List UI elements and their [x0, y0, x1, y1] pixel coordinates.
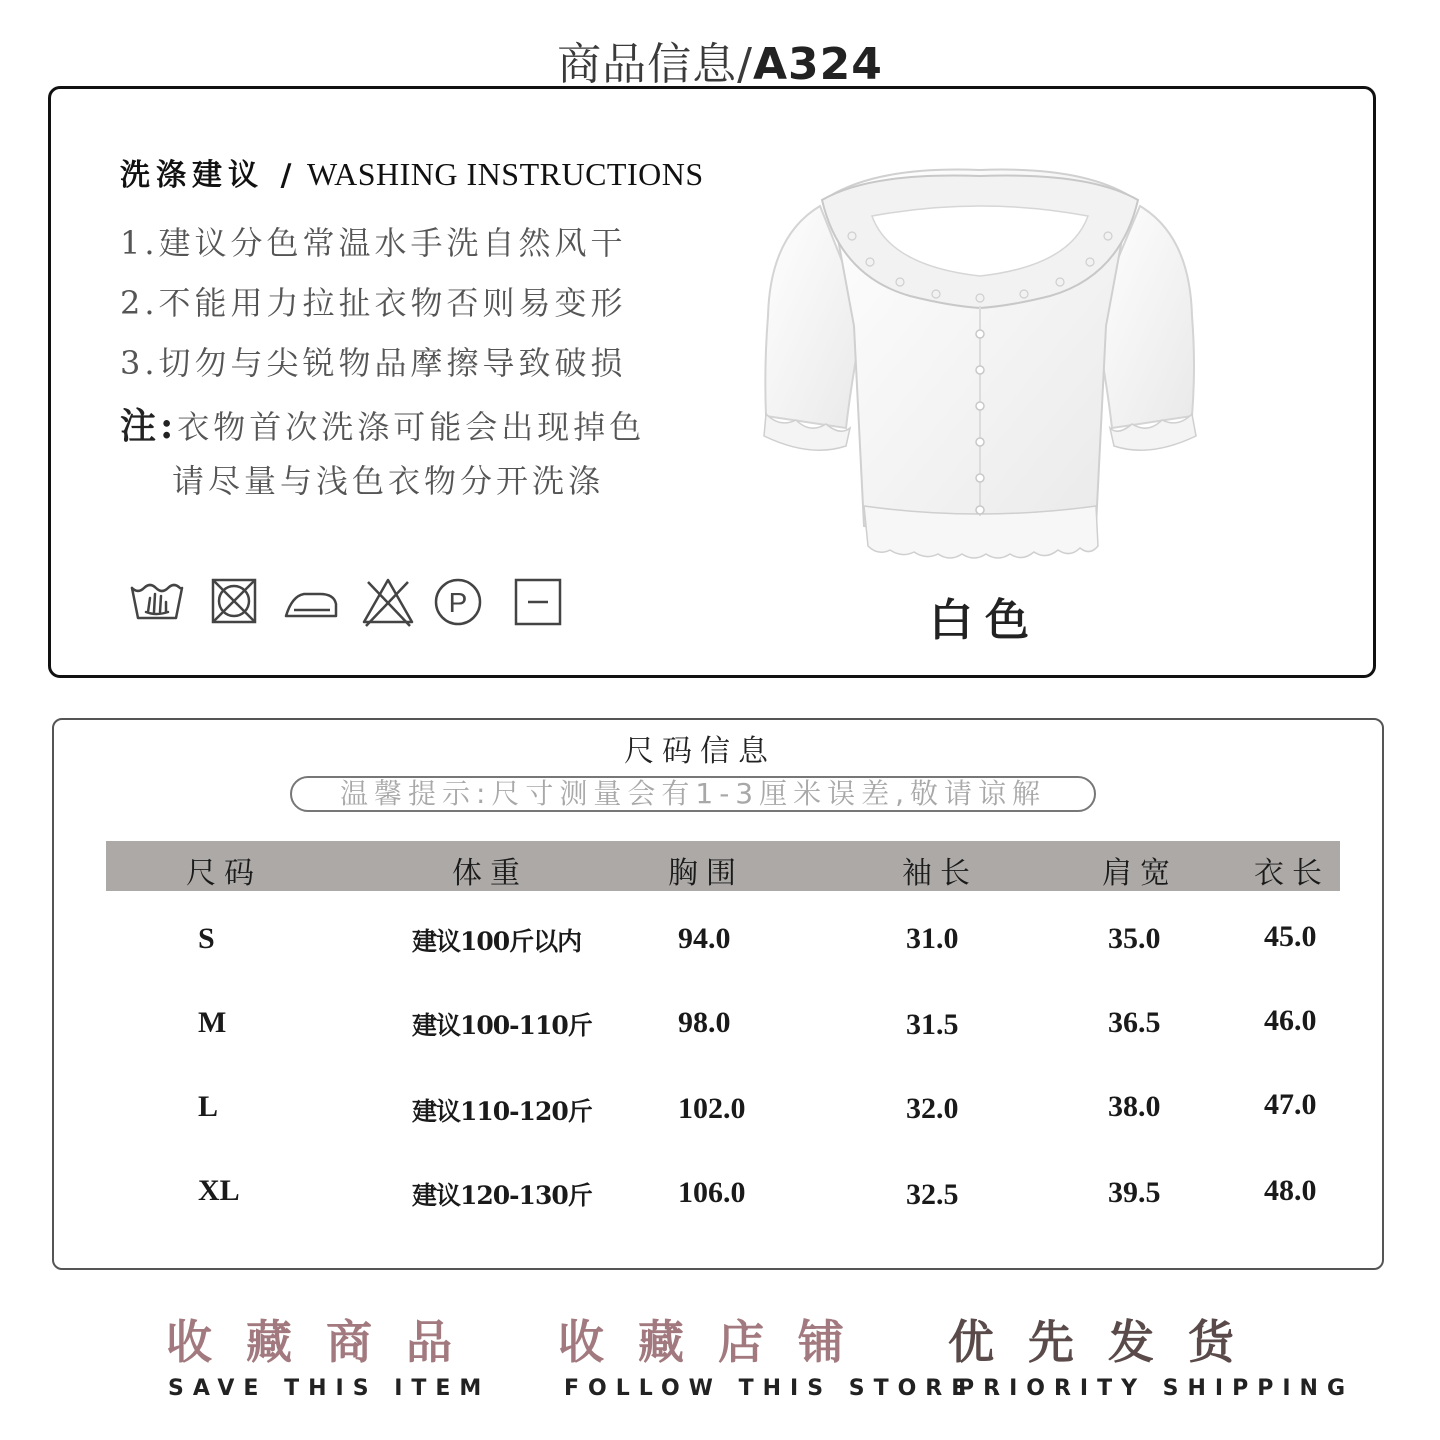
cell-bust: 98.0: [678, 1006, 731, 1039]
do-not-tumble-dry-icon: [213, 580, 255, 622]
cell-length: 48.0: [1264, 1174, 1317, 1207]
washing-instruction-1: 1.建议分色常温水手洗自然风干: [120, 224, 627, 262]
cell-size: XL: [198, 1174, 240, 1207]
cell-sleeve: 32.5: [906, 1178, 959, 1211]
hand-wash-icon: [132, 585, 182, 618]
page-title: [0, 28, 1440, 92]
washing-heading: [120, 150, 704, 194]
cell-length: 47.0: [1264, 1088, 1317, 1121]
cell-shoulder: 39.5: [1108, 1176, 1161, 1209]
save-item-label-cn[interactable]: 收藏商品: [166, 1315, 486, 1369]
cell-size: M: [198, 1006, 227, 1039]
cell-shoulder: 38.0: [1108, 1090, 1161, 1123]
product-code: A324: [752, 39, 883, 90]
note-label: 注:: [120, 405, 178, 447]
column-header-length: 衣长: [1254, 856, 1330, 891]
dry-flat-icon: [516, 580, 560, 624]
size-info-title: 尺码信息: [624, 734, 776, 769]
column-header-sleeve: 袖长: [902, 856, 978, 891]
column-header-weight: 体重: [452, 856, 528, 891]
do-not-bleach-icon: [364, 580, 412, 626]
product-image-blouse: [760, 166, 1200, 566]
washing-instruction-3: 3.切勿与尖锐物品摩擦导致破损: [120, 344, 627, 382]
save-item-label-en[interactable]: SAVE THIS ITEM: [168, 1376, 491, 1401]
note-line-1: 衣物首次洗涤可能会出现掉色: [177, 408, 646, 446]
page-title-text: 商品信息/: [557, 39, 753, 90]
priority-shipping-label-cn: 优先发货: [948, 1315, 1268, 1369]
cell-bust: 106.0: [678, 1176, 746, 1209]
follow-store-label-cn[interactable]: 收藏店铺: [558, 1315, 878, 1369]
cell-length: 46.0: [1264, 1004, 1317, 1037]
cell-size: L: [198, 1090, 219, 1123]
column-header-shoulder: 肩宽: [1102, 856, 1178, 891]
cell-size: S: [198, 922, 215, 955]
column-header-size: 尺码: [186, 856, 262, 891]
cell-weight: 建议110-120斤: [412, 1097, 592, 1126]
cell-shoulder: 35.0: [1108, 922, 1161, 955]
note-line-2: 请尽量与浅色衣物分开洗涤: [172, 462, 605, 500]
cell-sleeve: 31.5: [906, 1008, 959, 1041]
washing-note: [120, 398, 645, 449]
cell-weight: 建议120-130斤: [412, 1181, 592, 1210]
cell-length: 45.0: [1264, 920, 1317, 953]
cell-bust: 102.0: [678, 1092, 746, 1125]
professional-dry-clean-p-icon: [436, 580, 480, 624]
cell-sleeve: 32.0: [906, 1092, 959, 1125]
washing-heading-cn: 洗涤建议 /: [120, 158, 298, 193]
washing-instruction-2: 2.不能用力拉扯衣物否则易变形: [120, 284, 627, 322]
cell-shoulder: 36.5: [1108, 1006, 1161, 1039]
iron-icon: [286, 594, 336, 616]
cell-bust: 94.0: [678, 922, 731, 955]
svg-text:P: P: [448, 587, 468, 618]
cell-weight: 建议100-110斤: [412, 1011, 592, 1040]
column-header-bust: 胸围: [668, 856, 744, 891]
follow-store-label-en[interactable]: FOLLOW THIS STORE .: [564, 1376, 1010, 1401]
washing-heading-en: WASHING INSTRUCTIONS: [306, 156, 704, 192]
cell-sleeve: 31.0: [906, 922, 959, 955]
cell-weight: 建议100斤以内: [412, 927, 582, 956]
care-icons: [128, 572, 578, 636]
size-tip: 温馨提示:尺寸测量会有1-3厘米误差,敬请谅解: [290, 776, 1096, 812]
color-label: 白色: [929, 595, 1041, 646]
priority-shipping-label-en: PRIORITY SHIPPING: [958, 1376, 1355, 1401]
